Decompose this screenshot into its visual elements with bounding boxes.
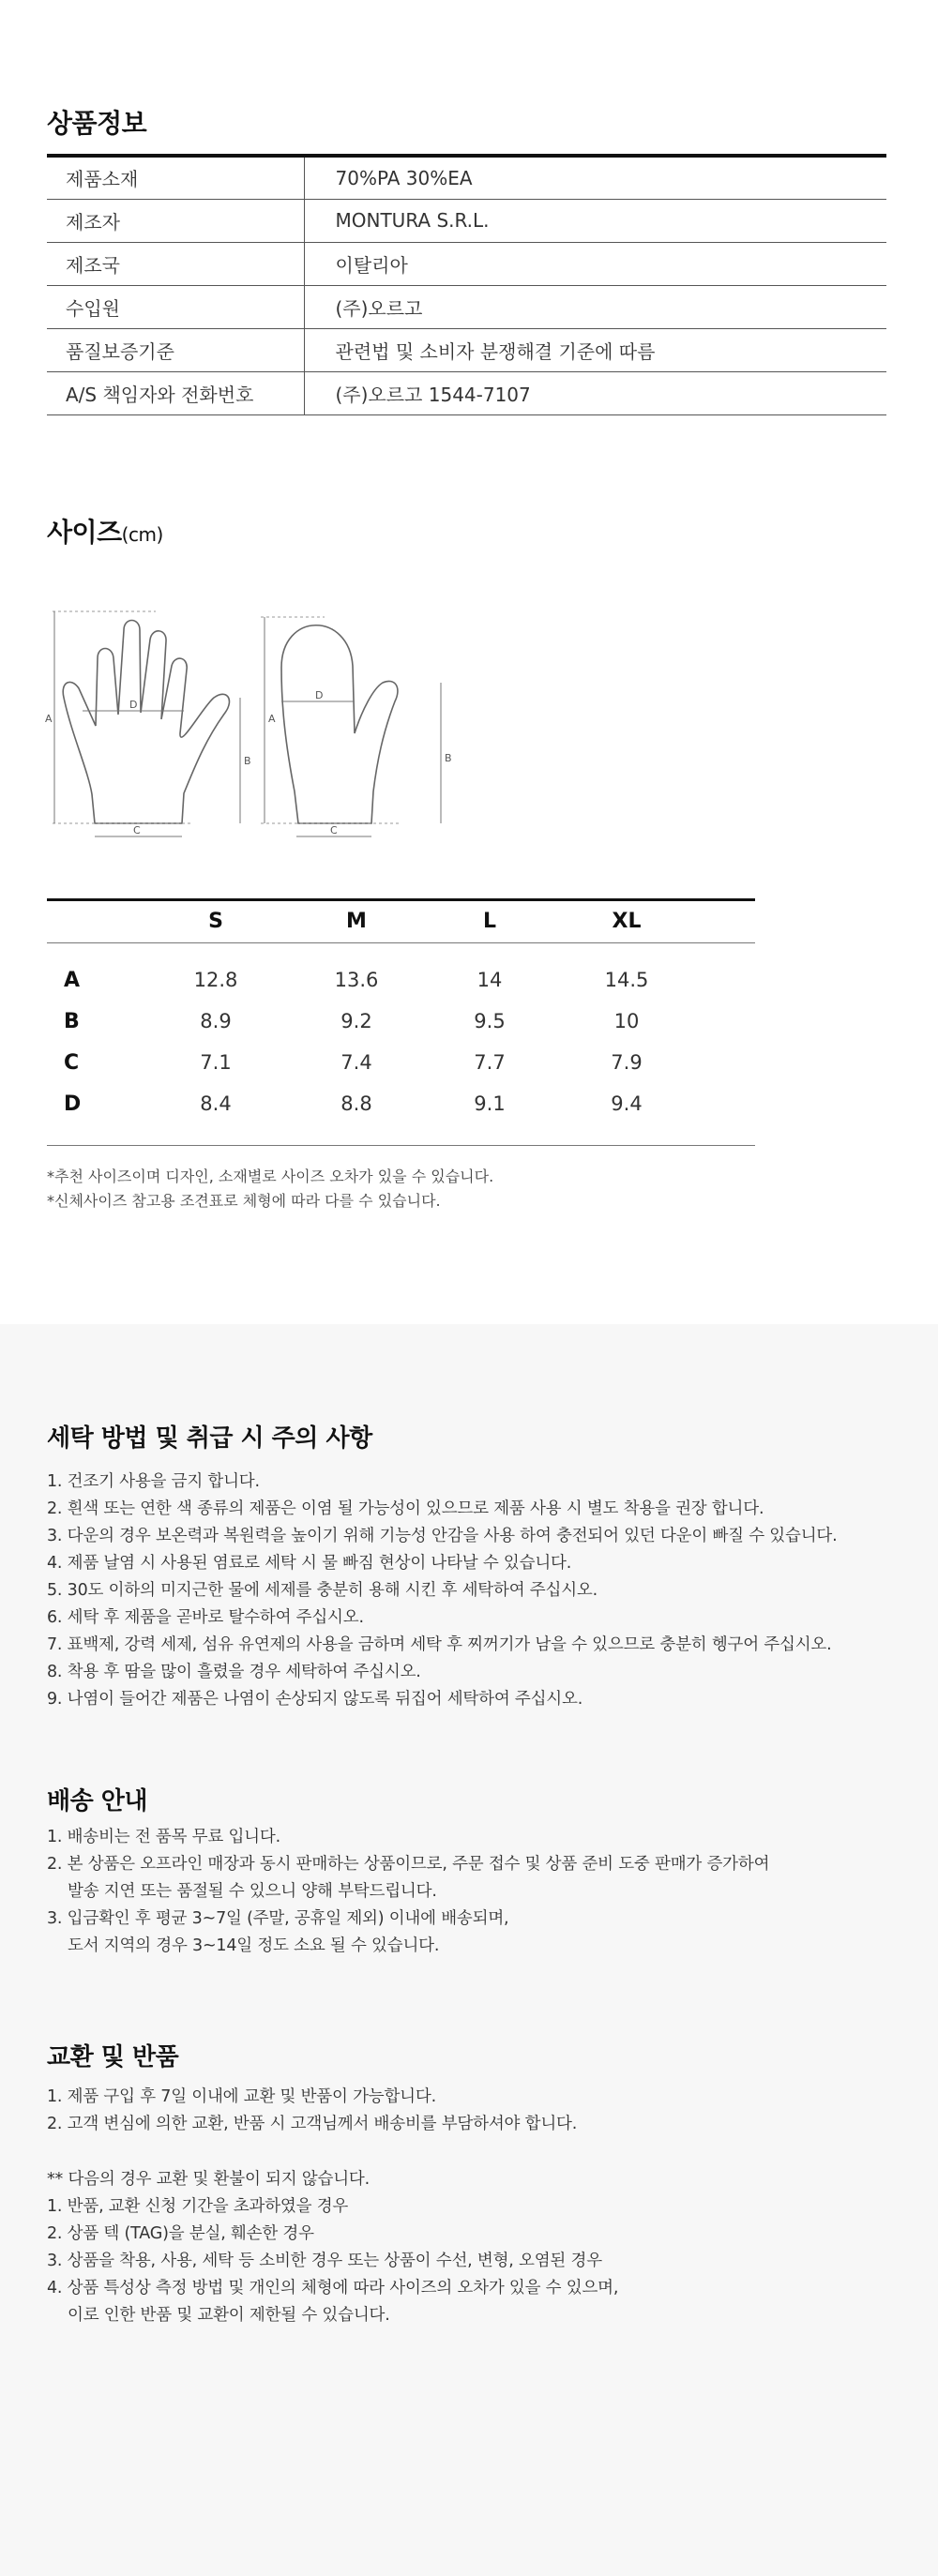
size-unit: (cm): [121, 523, 163, 546]
info-value: (주)오르고: [304, 285, 886, 328]
diagram-label-c-mitten: C: [330, 824, 338, 836]
size-note: *추천 사이즈이며 디자인, 소재별로 사이즈 오차가 있을 수 있습니다.: [47, 1167, 494, 1185]
shipping-line: 발송 지연 또는 품절될 수 있으니 양해 부탁드립니다.: [68, 1882, 437, 1901]
diagram-label-d: D: [129, 699, 138, 711]
care-title: 세탁 방법 및 취급 시 주의 사항: [47, 1424, 372, 1453]
info-label: 품질보증기준: [47, 328, 304, 371]
care-item: 2. 흰색 또는 연한 색 종류의 제품은 이염 될 가능성이 있으므로 제품 사용 시 별도 착용을 권장 합니다.: [47, 1499, 764, 1518]
info-value: 이탈리아: [304, 242, 886, 285]
table-row: [47, 328, 886, 371]
size-col-s: S: [208, 910, 223, 933]
info-label: 제조자: [47, 199, 304, 242]
size-row-label: B: [64, 1010, 80, 1033]
shipping-line: 1. 배송비는 전 품목 무료 입니다.: [47, 1828, 280, 1846]
info-value: 70%PA 30%EA: [304, 156, 886, 199]
size-cell: 9.1: [474, 1092, 506, 1115]
size-table-header-rule: [47, 942, 755, 943]
info-value: (주)오르고 1544-7107: [304, 371, 886, 414]
size-table-bottom-rule: [47, 1145, 755, 1146]
size-row-label: A: [64, 969, 81, 992]
shipping-title: 배송 안내: [47, 1787, 148, 1815]
table-row: [47, 156, 886, 199]
table-row: [47, 199, 886, 242]
size-cell: 14: [477, 969, 503, 991]
care-item: 9. 나염이 들어간 제품은 나염이 손상되지 않도록 뒤집어 세탁하여 주십시오.: [47, 1690, 583, 1709]
care-item: 6. 세탁 후 제품을 곧바로 탈수하여 주십시오.: [47, 1608, 364, 1627]
size-cell: 8.8: [340, 1092, 372, 1115]
size-cell: 9.5: [474, 1010, 506, 1032]
table-row: [47, 242, 886, 285]
exchange-title: 교환 및 반품: [47, 2043, 179, 2071]
diagram-label-d-mitten: D: [315, 689, 324, 701]
care-item: 7. 표백제, 강력 세제, 섬유 유연제의 사용을 금하며 세탁 후 찌꺼기가 남을 수 있으므로 충분히 헹구어 주십시오.: [47, 1635, 832, 1654]
care-item: 1. 건조기 사용을 금지 합니다.: [47, 1472, 260, 1491]
care-item: 8. 착용 후 땀을 많이 흘렸을 경우 세탁하여 주십시오.: [47, 1663, 421, 1681]
size-col-m: M: [346, 910, 367, 933]
size-cell: 9.2: [340, 1010, 372, 1032]
size-col-xl: XL: [612, 910, 642, 933]
product-info-title: 상품정보: [47, 108, 147, 139]
diagram-label-b: B: [244, 755, 251, 767]
info-label: A/S 책임자와 전화번호: [47, 371, 304, 414]
exchange-line: 2. 상품 텍 (TAG)을 분실, 훼손한 경우: [47, 2224, 314, 2243]
shipping-line: 2. 본 상품은 오프라인 매장과 동시 판매하는 상품이므로, 주문 접수 및 상품 준비 도중 판매가 증가하여: [47, 1855, 770, 1874]
product-info-table: [47, 154, 886, 415]
diagram-label-c: C: [133, 824, 141, 836]
info-value: MONTURA S.R.L.: [304, 199, 886, 242]
diagram-label-a-mitten: A: [268, 713, 276, 725]
size-cell: 8.9: [200, 1010, 232, 1032]
info-value: 관련법 및 소비자 분쟁해결 기준에 따름: [304, 328, 886, 371]
size-note: *신체사이즈 참고용 조견표로 체형에 따라 다를 수 있습니다.: [47, 1192, 441, 1210]
care-item: 4. 제품 날염 시 사용된 염료로 세탁 시 물 빠짐 현상이 나타날 수 있습니다.: [47, 1554, 572, 1573]
exchange-line: 4. 상품 특성상 측정 방법 및 개인의 체형에 따라 사이즈의 오차가 있을 수 있으며,: [47, 2279, 619, 2297]
info-label: 제품소재: [47, 156, 304, 199]
exchange-line: 1. 반품, 교환 신청 기간을 초과하였을 경우: [47, 2197, 349, 2216]
size-title-text: 사이즈: [47, 517, 122, 548]
size-table-top-rule: [47, 898, 755, 901]
exchange-line: 1. 제품 구입 후 7일 이내에 교환 및 반품이 가능합니다.: [47, 2087, 436, 2106]
size-cell: 7.7: [474, 1051, 506, 1074]
size-title: [47, 512, 163, 550]
mitten-glove-outline: [281, 625, 398, 823]
shipping-line: 3. 입금확인 후 평균 3~7일 (주말, 공휴일 제외) 이내에 배송되며,: [47, 1909, 509, 1928]
five-finger-glove-outline: [63, 621, 229, 824]
diagram-label-a: A: [45, 713, 53, 725]
info-label: 제조국: [47, 242, 304, 285]
exchange-line: 2. 고객 변심에 의한 교환, 반품 시 고객님께서 배송비를 부담하셔야 합니다.: [47, 2115, 578, 2133]
care-item: 3. 다운의 경우 보온력과 복원력을 높이기 위해 기능성 안감을 사용 하여 충전되어 있던 다운이 빠질 수 있습니다.: [47, 1527, 838, 1545]
size-cell: 7.1: [200, 1051, 232, 1074]
care-item: 5. 30도 이하의 미지근한 물에 세제를 충분히 용해 시킨 후 세탁하여 주십시오.: [47, 1581, 598, 1600]
size-cell: 14.5: [604, 969, 649, 991]
exchange-line: 이로 인한 반품 및 교환이 제한될 수 있습니다.: [68, 2306, 390, 2325]
size-row-label: C: [64, 1051, 80, 1075]
exchange-line: 3. 상품을 착용, 사용, 세탁 등 소비한 경우 또는 상품이 수선, 변형, 오염된 경우: [47, 2252, 602, 2270]
size-row-label: D: [64, 1092, 82, 1116]
size-col-l: L: [482, 910, 497, 933]
exchange-line: ** 다음의 경우 교환 및 환불이 되지 않습니다.: [47, 2170, 370, 2189]
size-cell: 13.6: [334, 969, 379, 991]
table-row: [47, 285, 886, 328]
table-row: [47, 371, 886, 414]
info-label: 수입원: [47, 285, 304, 328]
shipping-line: 도서 지역의 경우 3~14일 정도 소요 될 수 있습니다.: [68, 1936, 440, 1955]
diagram-label-b-mitten: B: [445, 752, 452, 764]
size-cell: 7.4: [340, 1051, 372, 1074]
size-cell: 12.8: [193, 969, 238, 991]
size-cell: 8.4: [200, 1092, 232, 1115]
size-cell: 9.4: [611, 1092, 643, 1115]
size-cell: 7.9: [611, 1051, 643, 1074]
glove-size-diagram: [43, 593, 475, 846]
size-cell: 10: [613, 1010, 640, 1032]
